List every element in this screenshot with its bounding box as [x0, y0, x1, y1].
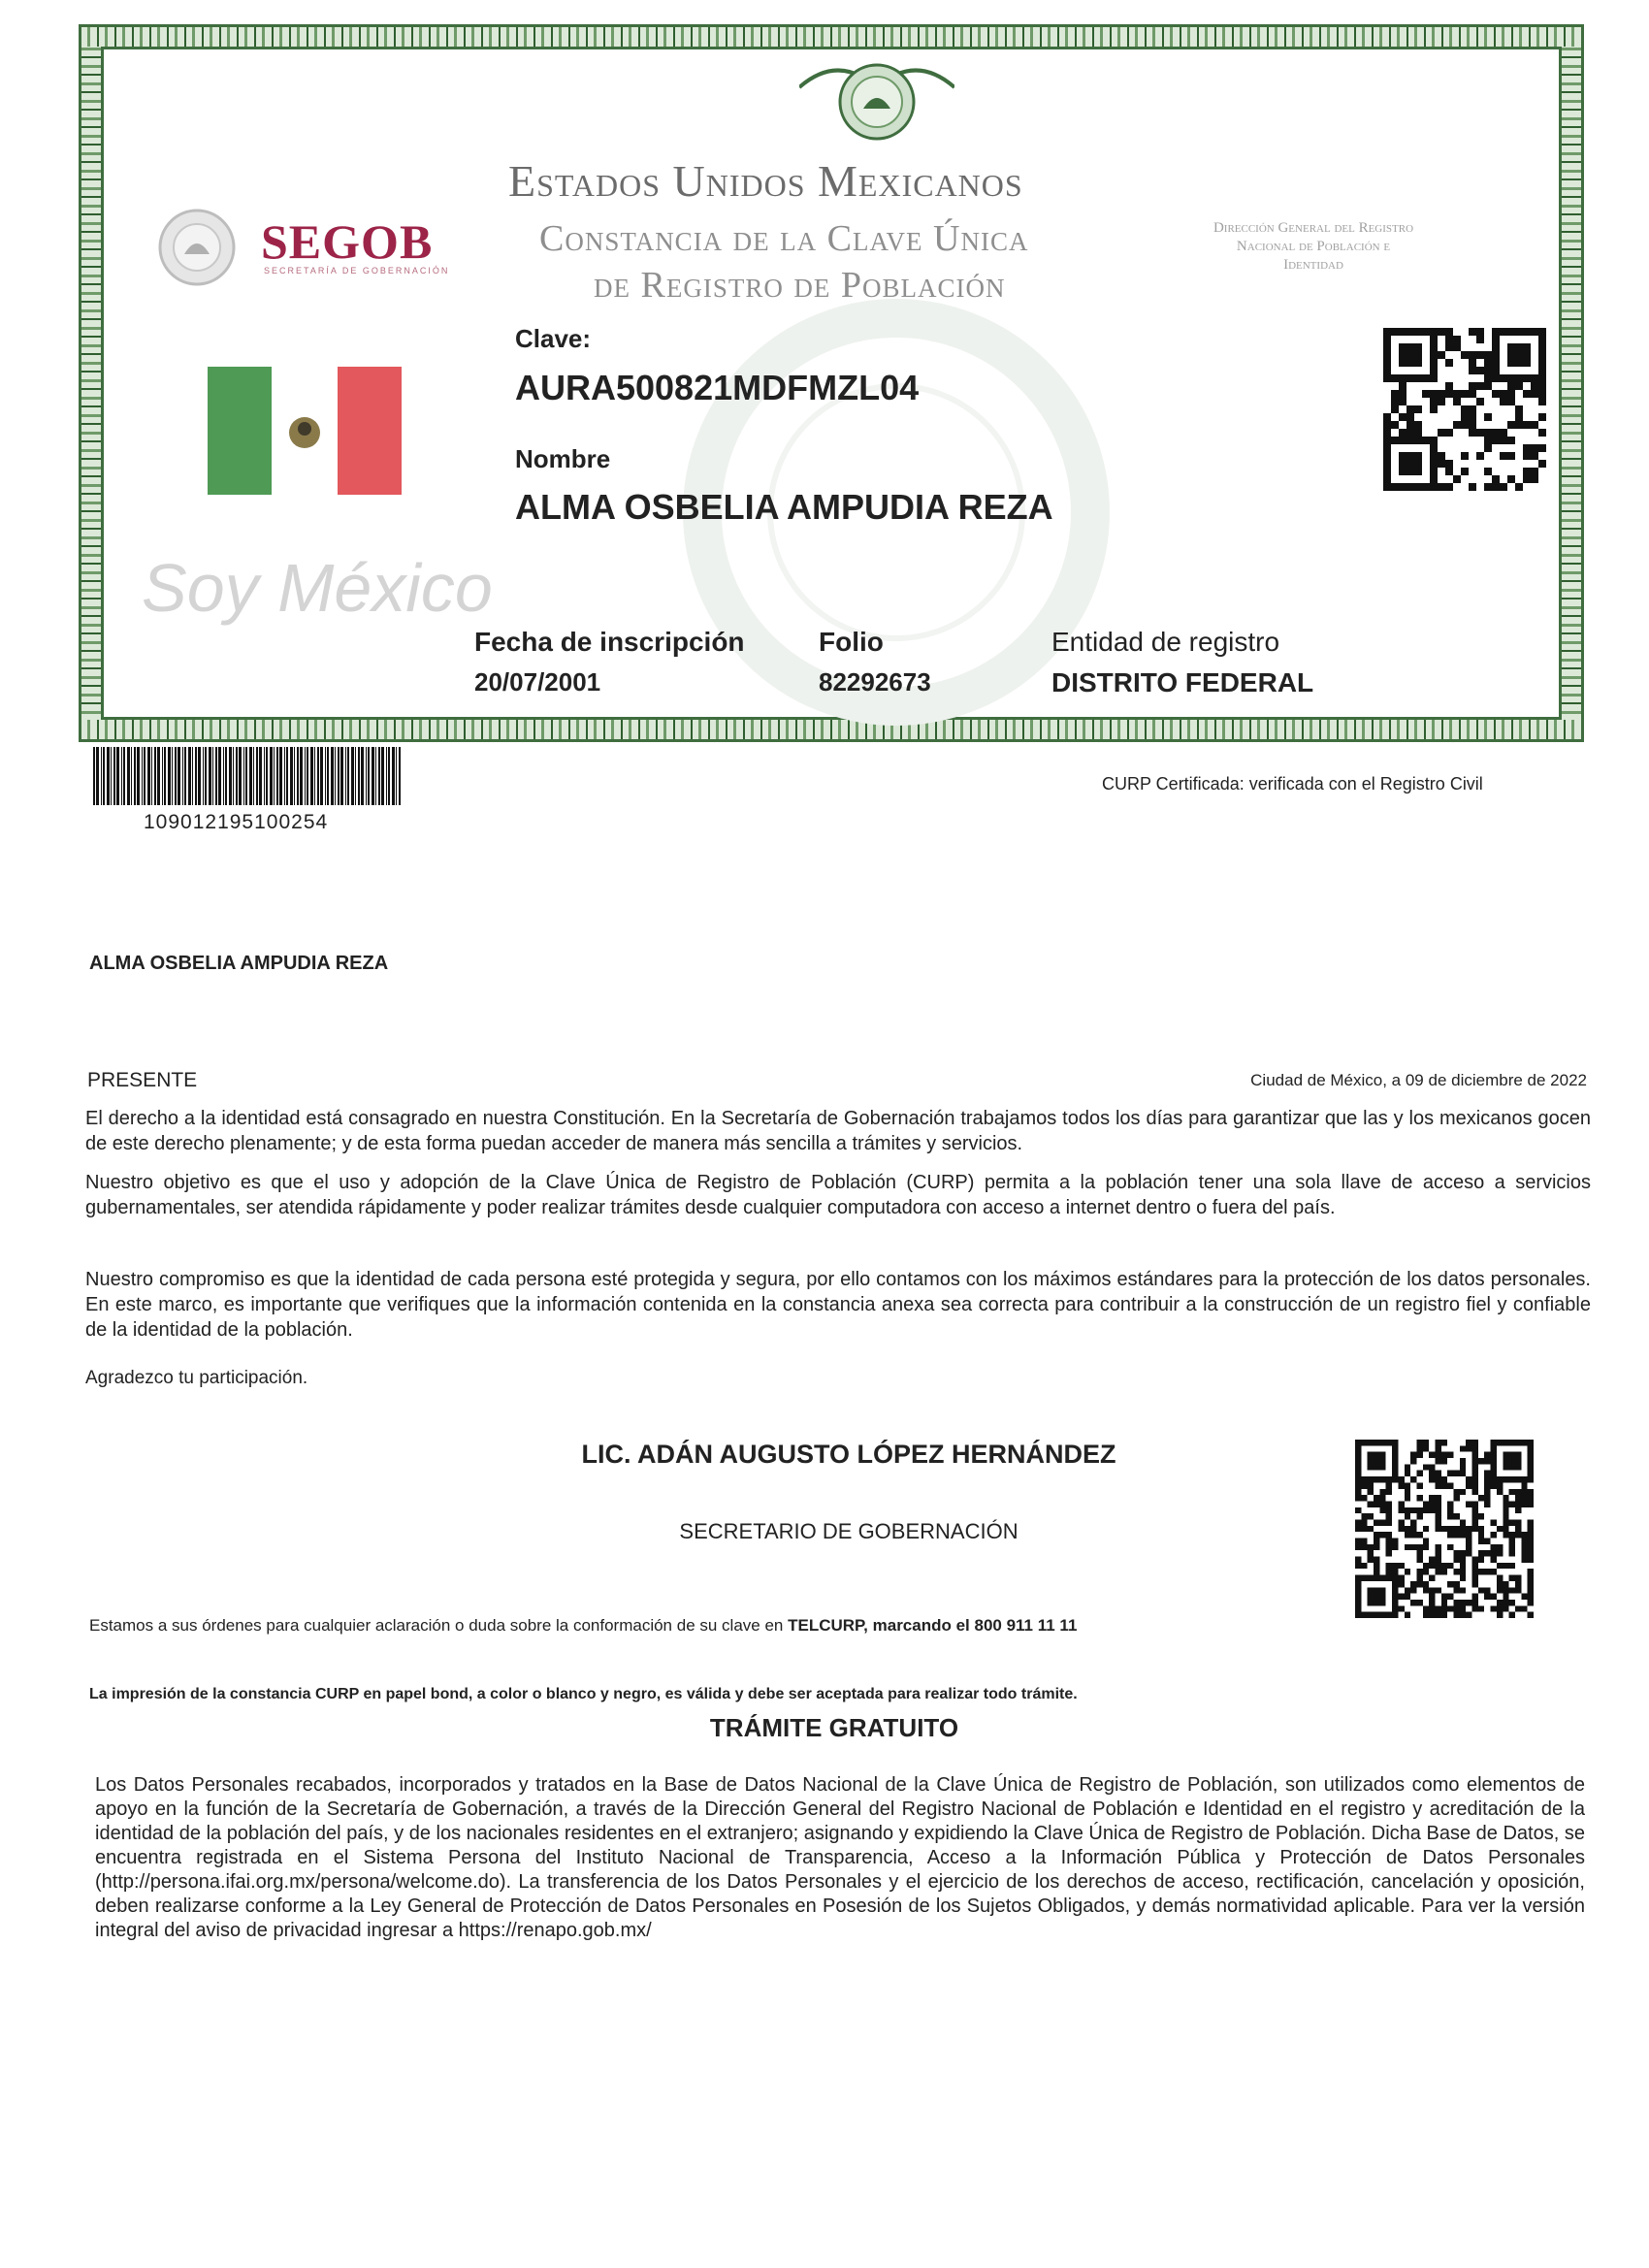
letter-paragraph-1: El derecho a la identidad está consagrado en nuestra Constitución. En la Secretaría de Gobernación trabajamos todos los días para garantizar que las y los mexicanos gocen de este derecho plenamente; y de esta forma puedan acceder de manera más sencilla a trámites y servicios. — [85, 1108, 1591, 1154]
national-emblem-icon — [799, 58, 954, 146]
fecha-inscripcion-value: 20/07/2001 — [474, 667, 601, 697]
telcurp-note — [89, 1616, 1077, 1636]
border-pattern-right — [1562, 47, 1581, 720]
nombre-value: ALMA OSBELIA AMPUDIA REZA — [515, 487, 1053, 527]
segob-subtitle: SECRETARÍA DE GOBERNACIÓN — [264, 266, 450, 275]
privacy-notice: Los Datos Personales recabados, incorporados y tratados en la Base de Datos Nacional de la Clave Única de Registro de Población, son utilizados como elementos de apoyo en la función de la Secretaría de Gobernación, a través de la Dirección General del Registro Nacional de Población e Identidad en el registro y acreditación de la identidad de la población del país, y de los nacionales residentes en el extranjero; asignando y expidiendo la Clave Única de Registro de Población. Dicha Base de Datos, se encuentra registrada en el Sistema Persona del Instituto Nacional de Transparencia, Acceso a la Información Pública y Protección de Datos Personales (http://persona.ifai.org.mx/persona/welcome.do). La transferencia de los Datos Personales y el ejercicio de los derechos de acceso, rectificación, cancelación y oposición, deben realizarse conforme a la Ley General de Protección de Datos Personales en Posesión de los Sujetos Obligados, y demás normatividad aplicable. Para ver la versión integral del aviso de privacidad ingresar a https://renapo.gob.mx/ — [95, 1774, 1585, 1941]
telcurp-number: TELCURP, marcando el 800 911 11 11 — [788, 1616, 1078, 1635]
document-title-line1: Constancia de la Clave Única — [539, 218, 1029, 259]
letter-greeting: PRESENTE — [87, 1069, 198, 1091]
clave-label: Clave: — [515, 324, 592, 353]
border-pattern-top — [81, 27, 1581, 47]
entidad-registro-label: Entidad de registro — [1051, 627, 1280, 657]
qr-code-icon — [1383, 328, 1546, 491]
border-pattern-left — [81, 47, 101, 720]
mexican-flag-icon — [208, 367, 402, 495]
segob-seal-icon — [157, 208, 237, 287]
letter-place-date: Ciudad de México, a 09 de diciembre de 2022 — [1250, 1071, 1587, 1089]
validity-note: La impresión de la constancia CURP en papel bond, a color o blanco y negro, es válida y debe ser aceptada para realizar todo trámite. — [89, 1686, 1078, 1702]
curp-certified-note: CURP Certificada: verificada con el Registro Civil — [1102, 774, 1483, 794]
folio-label: Folio — [819, 627, 884, 657]
signer-name: LIC. ADÁN AUGUSTO LÓPEZ HERNÁNDEZ — [581, 1440, 1116, 1469]
curp-certificate-card — [81, 27, 1581, 739]
telcurp-text: Estamos a sus órdenes para cualquier aclaración o duda sobre la conformación de su clave en — [89, 1616, 789, 1635]
slogan-watermark: Soy México — [142, 550, 493, 626]
entidad-registro-value: DISTRITO FEDERAL — [1051, 667, 1314, 697]
barcode-icon — [93, 747, 404, 805]
letter-closing: Agradezco tu participación. — [85, 1368, 308, 1388]
free-procedure-title: TRÁMITE GRATUITO — [709, 1713, 959, 1742]
fecha-inscripcion-label: Fecha de inscripción — [474, 627, 745, 657]
barcode-number: 109012195100254 — [144, 811, 329, 833]
letter-paragraph-3: Nuestro compromiso es que la identidad de cada persona esté protegida y segura, por ello contamos con los máximos estándares para la protección de los datos personales. En este marco, es importante que verifiques que la información contenida en la constancia anexa sea correcta para contribuir a la construcción de un registro fiel y confiable de la identidad de la población. — [85, 1269, 1591, 1341]
directorate-name: Dirección General del Registro Nacional de Población e Identidad — [1212, 220, 1414, 273]
segob-logo: SEGOB — [261, 214, 434, 269]
letter-paragraph-2: Nuestro objetivo es que el uso y adopción de la Clave Única de Registro de Población (CURP) permita a la población tener una sola llave de acceso a servicios gubernamentales, ser atendida rápidamente y poder realizar trámites desde cualquier computadora con acceso a internet dentro o fuera del país. — [85, 1172, 1591, 1218]
qr-code-icon — [1354, 1440, 1535, 1618]
document-title-line2: de Registro de Población — [594, 265, 1006, 306]
country-title: Estados Unidos Mexicanos — [508, 156, 1023, 206]
letter-recipient: ALMA OSBELIA AMPUDIA REZA — [89, 953, 389, 974]
clave-value: AURA500821MDFMZL04 — [515, 368, 920, 407]
folio-value: 82292673 — [819, 667, 931, 697]
signer-title: SECRETARIO DE GOBERNACIÓN — [679, 1519, 1018, 1543]
nombre-label: Nombre — [515, 444, 611, 473]
